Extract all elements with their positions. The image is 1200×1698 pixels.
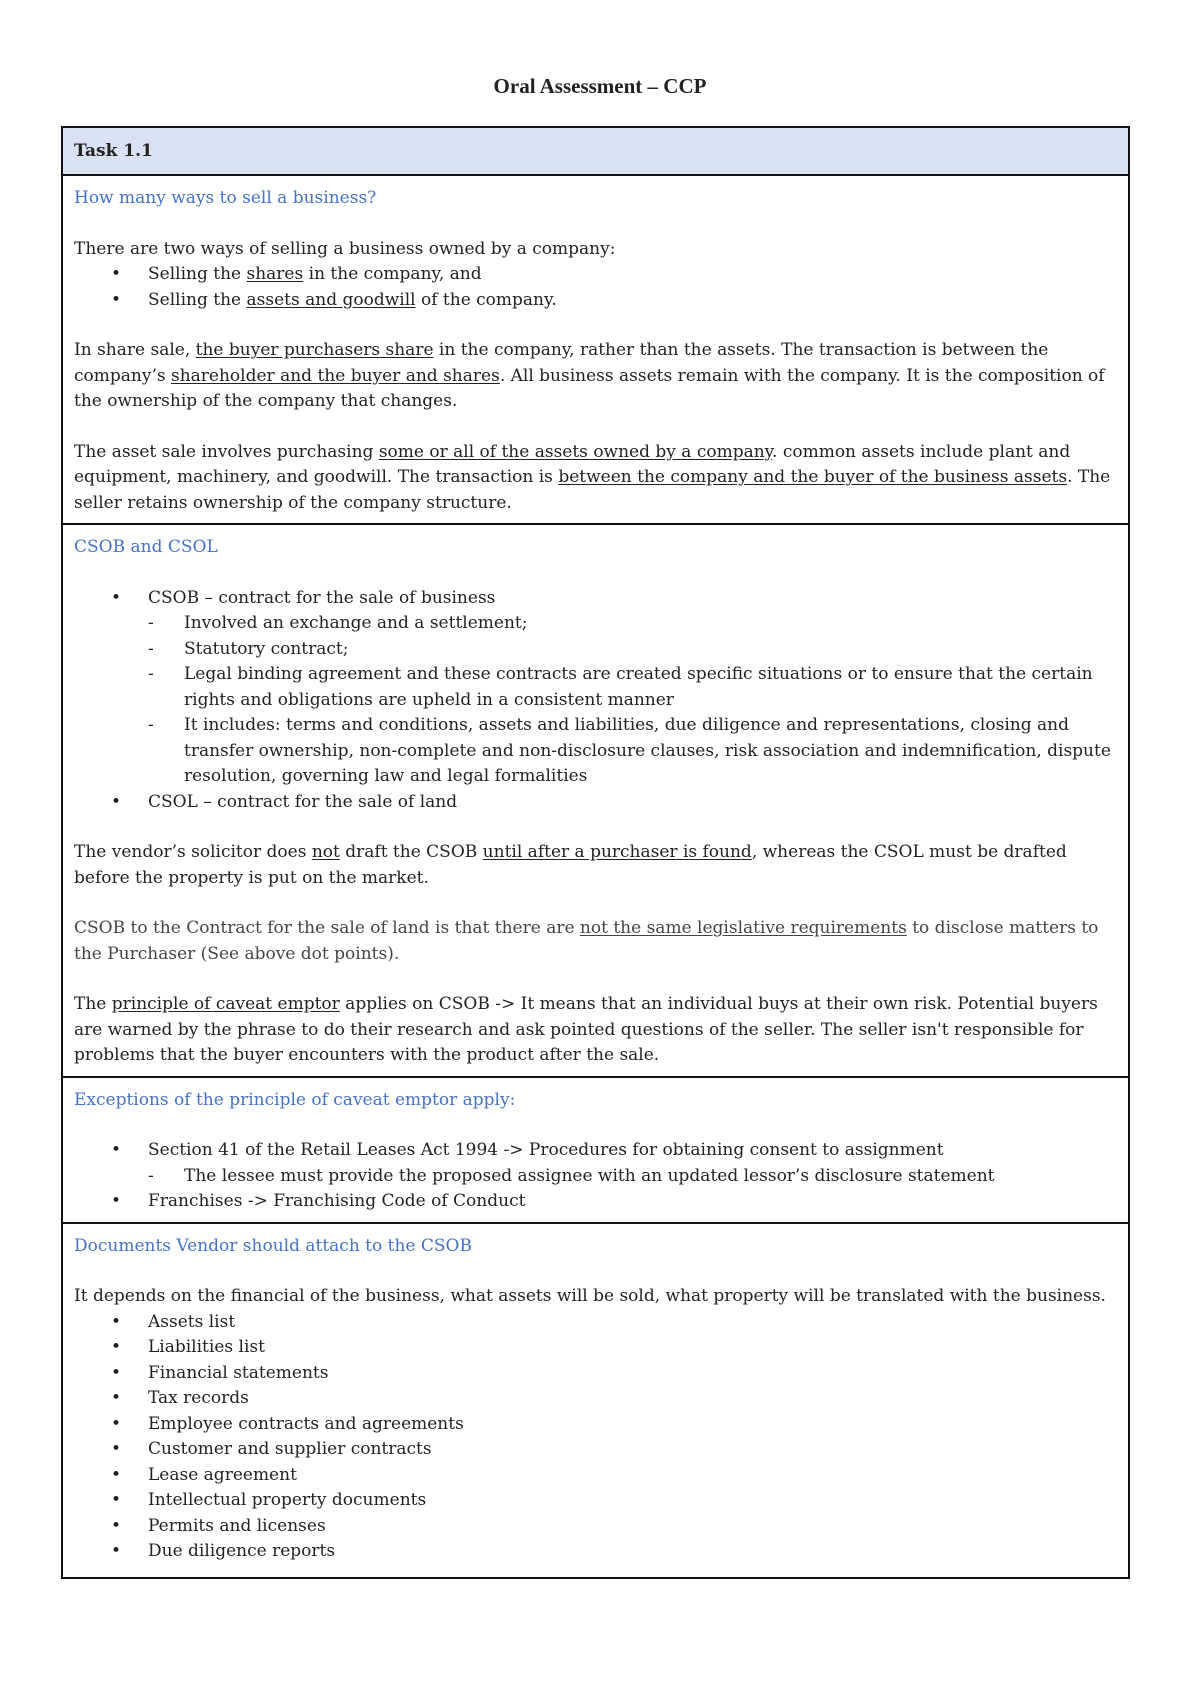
task-label: Task 1.1 <box>74 141 153 161</box>
list-item: - Legal binding agreement and these contracts are created specific situations or to ensure that the certain rights and obligations are upheld in a consistent manner <box>148 664 1093 710</box>
list-item: • Lease agreement <box>74 1463 1117 1489</box>
underlined-text: until after a purchaser is found <box>482 842 752 862</box>
paragraph: The principle of caveat emptor applies on CSOB -> It means that an individual buys at their own risk. Potential buyers are warned by the phrase to do their research and ask pointed questions of the seller. The seller isn't responsible for problems that the buyer encounters with the product after the sale. <box>74 994 1098 1065</box>
bullet-icon: • <box>111 1191 122 1211</box>
dash-icon: - <box>148 664 154 684</box>
underlined-text: principle of caveat emptor <box>111 994 340 1014</box>
list-item: • CSOL – contract for the sale of land <box>74 790 1117 816</box>
list-item: • Tax records <box>74 1386 1117 1412</box>
underlined-text: shareholder and the buyer and shares <box>170 365 500 386</box>
bullet-icon: • <box>111 1362 122 1383</box>
section-heading: How many ways to sell a business? <box>74 188 377 208</box>
list-item: - The lessee must provide the proposed assignee with an updated lessor’s disclosure statement <box>74 1164 1117 1190</box>
section-ways-to-sell <box>63 176 1128 525</box>
bullet-icon: • <box>111 289 122 310</box>
underlined-text: assets and goodwill <box>246 289 416 310</box>
list-item: • Franchises -> Franchising Code of Conduct <box>74 1189 1117 1215</box>
bullet-list <box>74 586 1117 612</box>
paragraph: CSOB to the Contract for the sale of land is that there are not the same legislative requirements to disclose matters to the Purchaser (See above dot points). <box>74 918 1099 964</box>
underlined-text: some or all of the assets owned by a company <box>378 441 773 462</box>
bullet-icon: • <box>111 1413 122 1434</box>
dash-icon: - <box>148 638 154 659</box>
list-item: - It includes: terms and conditions, assets and liabilities, due diligence and representations, closing and transfer ownership, non-complete and non-disclosure clauses, risk association and indemnification, dispute resolution, governing law and legal formalities <box>148 715 1111 786</box>
bullet-icon: • <box>111 791 122 812</box>
list-item: • Permits and licenses <box>74 1514 1117 1540</box>
bullet-icon: • <box>111 264 122 284</box>
section-vendor-documents <box>63 1224 1128 1577</box>
bullet-icon: • <box>111 1388 122 1408</box>
bullet-icon: • <box>111 1337 122 1357</box>
list-item: • Financial statements <box>74 1361 1117 1387</box>
list-item: • CSOB – contract for the sale of business <box>74 586 1117 612</box>
underlined-text: shares <box>246 264 304 284</box>
underlined-text: not <box>311 842 340 862</box>
underlined-text: not the same legislative requirements <box>579 918 907 938</box>
paragraph: In share sale, the buyer purchasers share in the company, rather than the assets. The transaction is between the company’s shareholder and the buyer and shares. All business assets remain with the company. It is the composition of the ownership of the company that changes. <box>74 340 1105 411</box>
bullet-icon: • <box>111 1515 122 1536</box>
section-heading: CSOB and CSOL <box>74 537 218 557</box>
task-header <box>63 128 1128 176</box>
paragraph: There are two ways of selling a business owned by a company: <box>74 238 616 259</box>
dash-icon: - <box>148 1165 154 1186</box>
page-title: Oral Assessment – CCP <box>493 74 707 98</box>
paragraph: It depends on the financial of the business, what assets will be sold, what property will be translated with the business. <box>74 1286 1106 1306</box>
list-item: • Assets list <box>74 1310 1117 1336</box>
bullet-icon: • <box>111 1464 122 1485</box>
task-table <box>61 126 1130 1579</box>
list-item: • Customer and supplier contracts <box>74 1437 1117 1463</box>
dash-list <box>74 611 1117 790</box>
list-item: • Selling the assets and goodwill of the company. <box>74 288 1117 314</box>
bullet-icon: • <box>111 1311 122 1332</box>
list-item: • Liabilities list <box>74 1335 1117 1361</box>
section-heading: Exceptions of the principle of caveat emptor apply: <box>74 1089 516 1110</box>
paragraph: The vendor’s solicitor does not draft the CSOB until after a purchaser is found, whereas the CSOL must be drafted before the property is put on the market. <box>74 842 1067 888</box>
bullet-icon: • <box>111 1541 122 1561</box>
bullet-list <box>74 1189 1117 1215</box>
bullet-list <box>74 1310 1117 1565</box>
bullet-icon: • <box>111 1140 122 1160</box>
bullet-list <box>74 1138 1117 1164</box>
bullet-icon: • <box>111 1439 122 1459</box>
list-item: - Statutory contract; <box>74 637 1117 663</box>
dash-icon: - <box>148 715 154 735</box>
list-item: • Selling the shares in the company, and <box>74 262 1117 288</box>
bullet-icon: • <box>111 1490 122 1510</box>
section-heading: Documents Vendor should attach to the CSOB <box>74 1235 472 1256</box>
underlined-text: the buyer purchasers share <box>195 340 434 360</box>
underlined-text: between the company and the buyer of the business assets <box>558 467 1068 487</box>
list-item: • Section 41 of the Retail Leases Act 1994 -> Procedures for obtaining consent to assignment <box>74 1138 1117 1164</box>
section-exceptions <box>63 1078 1128 1224</box>
bullet-icon: • <box>111 587 122 608</box>
paragraph: The asset sale involves purchasing some or all of the assets owned by a company. common assets include plant and equipment, machinery, and goodwill. The transaction is between the company and the buyer of the business assets. The seller retains ownership of the company structure. <box>74 441 1111 513</box>
bullet-list <box>74 790 1117 816</box>
list-item: • Due diligence reports <box>74 1539 1117 1565</box>
list-item: - Involved an exchange and a settlement; <box>74 611 1117 637</box>
list-item: • Employee contracts and agreements <box>74 1412 1117 1438</box>
bullet-list <box>74 262 1117 313</box>
section-csob-csol <box>63 525 1128 1078</box>
list-item: • Intellectual property documents <box>74 1488 1117 1514</box>
dash-list <box>74 1164 1117 1190</box>
dash-icon: - <box>148 613 154 633</box>
